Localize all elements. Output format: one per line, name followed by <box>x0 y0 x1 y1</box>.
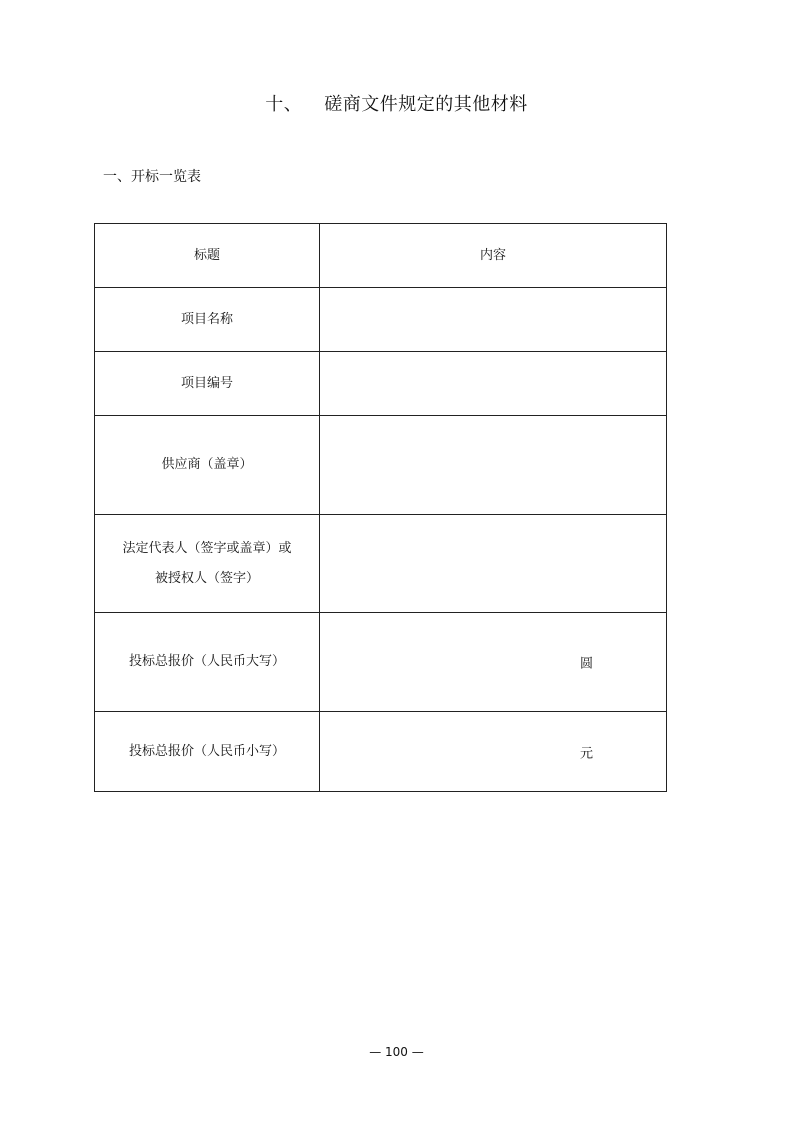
legal-representative-field[interactable] <box>320 515 667 613</box>
page-number: — 100 — <box>369 1045 424 1059</box>
row-label-legal-representative <box>95 515 320 613</box>
table-row <box>95 416 667 515</box>
section-heading: 一、开标一览表 <box>103 169 201 185</box>
legal-representative-label-line2: 被授权人（签字） <box>154 570 259 586</box>
unit-yuan-figures: 元 <box>580 746 594 761</box>
table-row <box>95 712 667 792</box>
table-row <box>95 288 667 352</box>
page-title <box>0 90 793 116</box>
table-row <box>95 613 667 712</box>
total-price-words-field[interactable] <box>320 613 667 712</box>
total-price-figures-field[interactable] <box>320 712 667 792</box>
header-title-cell: 标题 <box>95 224 320 288</box>
row-label-project-number: 项目编号 <box>95 352 320 416</box>
title-number: 十、 <box>265 94 303 115</box>
title-text: 磋商文件规定的其他材料 <box>324 94 528 115</box>
table-row <box>95 515 667 613</box>
header-content-cell: 内容 <box>320 224 667 288</box>
supplier-field[interactable] <box>320 416 667 515</box>
row-label-supplier: 供应商（盖章） <box>95 416 320 515</box>
table-header-row <box>95 224 667 288</box>
bid-opening-table <box>94 223 667 792</box>
unit-yuan-words: 圆 <box>580 656 594 672</box>
row-label-total-price-figures: 投标总报价（人民币小写） <box>95 712 320 792</box>
legal-representative-label-line1: 法定代表人（签字或盖章）或 <box>122 540 292 556</box>
table-row <box>95 352 667 416</box>
row-label-project-name: 项目名称 <box>95 288 320 352</box>
project-number-field[interactable] <box>320 352 667 416</box>
row-label-total-price-words: 投标总报价（人民币大写） <box>95 613 320 712</box>
project-name-field[interactable] <box>320 288 667 352</box>
